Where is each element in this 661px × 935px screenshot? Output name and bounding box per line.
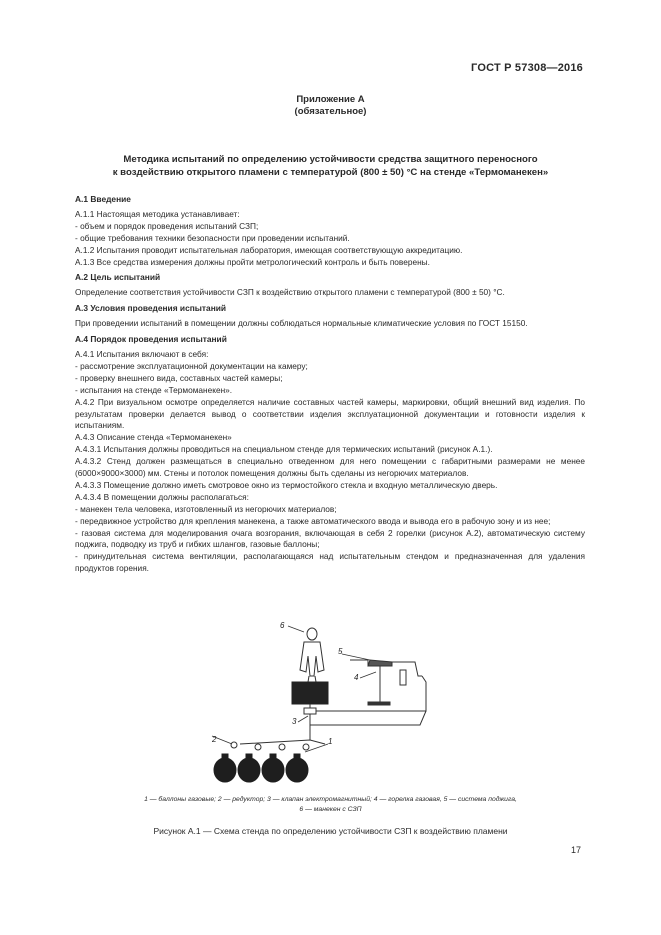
document-body xyxy=(75,190,585,575)
paragraph: А.4.3 Описание стенда «Термоманекен» xyxy=(75,432,232,443)
section-heading-a2: А.2 Цель испытаний xyxy=(75,272,161,283)
annex-status: (обязательное) xyxy=(294,106,367,117)
document-code: ГОСТ Р 57308—2016 xyxy=(471,62,583,74)
list-item: - общие требования техники безопасности при проведении испытаний. xyxy=(75,232,350,243)
annex-title: Приложение А xyxy=(296,94,365,105)
list-item: - объем и порядок проведения испытаний СЗП; xyxy=(75,220,259,231)
mannequin-figure xyxy=(300,628,324,682)
burner-4 xyxy=(368,660,406,705)
figure-label-2: 2 xyxy=(212,735,217,744)
gas-cylinders-1 xyxy=(214,754,308,782)
annex-heading xyxy=(0,94,661,118)
figure-label-3: 3 xyxy=(292,717,297,726)
method-title-line-1: Методика испытаний по определению устойчивости средства защитного переносного xyxy=(123,154,538,165)
paragraph: А.4.3.2 Стенд должен размещаться в специально отведенном для него помещении с габаритными размерами не менее (6000×9000×3000) мм. Стены и потолок помещения должны быть сделаны из негорючих материалов. xyxy=(75,456,585,479)
list-item: - рассмотрение эксплуатационной документации на камеру; xyxy=(75,360,308,371)
legend-line-2: 6 — манекен с СЗП xyxy=(299,806,362,813)
valve-3 xyxy=(304,704,316,740)
paragraph: А.1.1 Настоящая методика устанавливает: xyxy=(75,208,240,219)
page-number: 17 xyxy=(570,845,581,855)
figure-label-1: 1 xyxy=(328,737,333,746)
pipe-right xyxy=(316,676,426,711)
paragraph: А.4.1 Испытания включают в себя: xyxy=(75,348,209,359)
figure-legend xyxy=(60,795,601,815)
pipe-right-2 xyxy=(310,711,426,725)
section-heading-a1: А.1 Введение xyxy=(75,194,131,204)
mannequin-base xyxy=(292,682,328,704)
figure-label-5: 5 xyxy=(338,647,343,656)
list-item: - газовая система для моделирования очага возгорания, включающая в себя 2 горелки (рисунок А.2), автоматическую систему поджига, подводку из труб и гибких шлангов, газовые баллоны; xyxy=(75,527,585,550)
figure-label-4: 4 xyxy=(354,673,359,682)
paragraph: А.4.3.1 Испытания должны проводиться на специальном стенде для термических испытаний (рисунок А.1.). xyxy=(75,444,493,455)
paragraph: Определение соответствия устойчивости СЗП к воздействию открытого пламени с температурой (800 ± 50) °С. xyxy=(75,287,505,298)
figure-label-6: 6 xyxy=(280,621,285,630)
list-item: - манекен тела человека, изготовленный из негорючих материалов; xyxy=(75,503,337,514)
paragraph: А.1.2 Испытания проводит испытательная лаборатория, имеющая соответствующую аккредитацию. xyxy=(75,244,463,255)
gas-manifold xyxy=(240,740,325,744)
paragraph: А.4.3.4 В помещении должны располагаться: xyxy=(75,491,249,502)
method-title xyxy=(60,153,601,179)
paragraph: А.4.3.3 Помещение должно иметь смотровое окно из термостойкого стекла и входную металлическую дверь. xyxy=(75,479,498,490)
figure-caption: Рисунок А.1 — Схема стенда по определению устойчивости СЗП к воздействию пламени xyxy=(153,826,508,836)
test-stand-diagram xyxy=(200,620,440,785)
paragraph: А.4.2 При визуальном осмотре определяется наличие составных частей камеры, маркировки, общий внешний вид изделия. По результатам проверки делается вывод о соответствии изделия эксплуатационной документации и готовности изделия к испытаниям. xyxy=(75,396,585,431)
section-heading-a3: А.3 Условия проведения испытаний xyxy=(75,303,227,314)
list-item: - проверку внешнего вида, составных частей камеры; xyxy=(75,372,283,383)
section-heading-a4: А.4 Порядок проведения испытаний xyxy=(75,334,227,345)
paragraph: При проведении испытаний в помещении должны соблюдаться нормальные климатические условия по ГОСТ 15150. xyxy=(75,318,528,329)
list-item: - принудительная система вентиляции, располагающаяся над испытательным стендом и предназначенная для удаления продуктов горения. xyxy=(75,551,585,574)
list-item: - испытания на стенде «Термоманекен». xyxy=(75,384,233,395)
paragraph: А.1.3 Все средства измерения должны пройти метрологический контроль и быть поверены. xyxy=(75,256,430,267)
method-title-line-2: к воздействию открытого пламени с температурой (800 ± 50) °С на стенде «Термоманекен» xyxy=(112,167,549,178)
legend-line-1: 1 — баллоны газовые; 2 — редуктор; 3 — клапан электромагнитный; 4 — горелка газовая, 5 — система поджига, xyxy=(144,796,517,803)
regulator-2 xyxy=(231,742,309,750)
list-item: - передвижное устройство для крепления манекена, а также автоматического ввода и вывода его в рабочую зону и из нее; xyxy=(75,515,551,526)
